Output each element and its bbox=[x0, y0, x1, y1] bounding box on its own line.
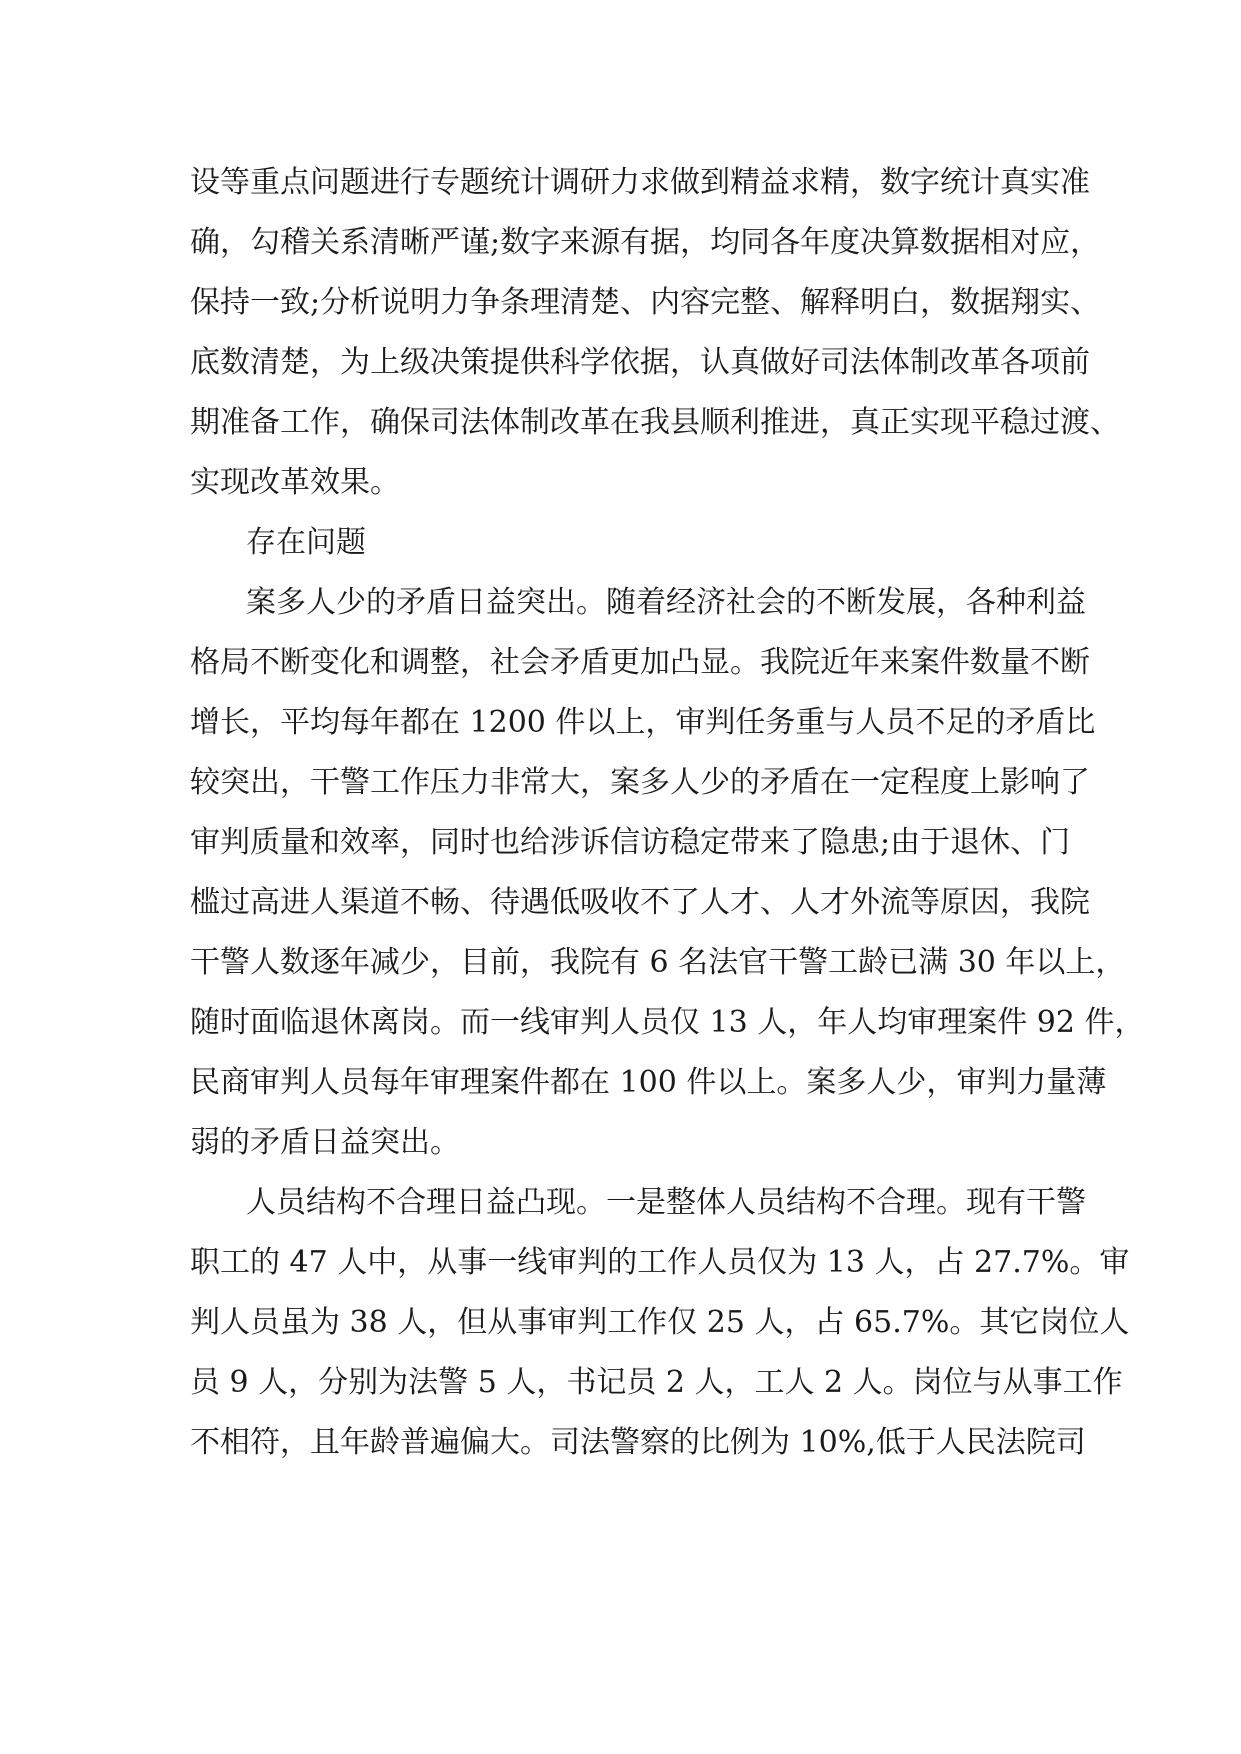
text-line: 员 9 人，分别为法警 5 人，书记员 2 人，工人 2 人。岗位与从事工作 bbox=[190, 1365, 1123, 1400]
text-line: 确，勾稽关系清晰严谨;数字来源有据，均同各年度决算数据相对应， bbox=[190, 225, 1101, 260]
text-line: 人员结构不合理日益凸现。一是整体人员结构不合理。现有干警 bbox=[246, 1185, 1086, 1220]
text-line: 民商审判人员每年审理案件都在 100 件以上。案多人少，审判力量薄 bbox=[190, 1065, 1107, 1100]
text-line: 随时面临退休离岗。而一线审判人员仅 13 人，年人均审理案件 92 件， bbox=[190, 1005, 1145, 1040]
text-line: 设等重点问题进行专题统计调研力求做到精益求精，数字统计真实准 bbox=[190, 165, 1090, 200]
text-line: 槛过高进人渠道不畅、待遇低吸收不了人才、人才外流等原因，我院 bbox=[190, 885, 1090, 920]
text-line: 案多人少的矛盾日益突出。随着经济社会的不断发展，各种利益 bbox=[246, 585, 1086, 620]
text-line: 弱的矛盾日益突出。 bbox=[190, 1125, 460, 1160]
text-line: 不相符，且年龄普遍偏大。司法警察的比例为 10%,低于人民法院司 bbox=[190, 1425, 1086, 1460]
text-line: 底数清楚，为上级决策提供科学依据，认真做好司法体制改革各项前 bbox=[190, 345, 1090, 380]
text-line: 判人员虽为 38 人，但从事审判工作仅 25 人，占 65.7%。其它岗位人 bbox=[190, 1305, 1130, 1340]
text-line: 增长，平均每年都在 1200 件以上，审判任务重与人员不足的矛盾比 bbox=[190, 705, 1096, 740]
section-heading: 存在问题 bbox=[246, 525, 366, 560]
text-line: 干警人数逐年减少，目前，我院有 6 名法官干警工龄已满 30 年以上， bbox=[190, 945, 1126, 980]
text-line: 格局不断变化和调整，社会矛盾更加凸显。我院近年来案件数量不断 bbox=[190, 645, 1090, 680]
text-line: 实现改革效果。 bbox=[190, 465, 400, 500]
text-line: 审判质量和效率，同时也给涉诉信访稳定带来了隐患;由于退休、门 bbox=[190, 825, 1071, 860]
text-line: 职工的 47 人中，从事一线审判的工作人员仅为 13 人，占 27.7%。审 bbox=[190, 1245, 1130, 1280]
text-line: 保持一致;分析说明力争条理清楚、内容完整、解释明白，数据翔实、 bbox=[190, 285, 1101, 320]
text-line: 较突出，干警工作压力非常大，案多人少的矛盾在一定程度上影响了 bbox=[190, 765, 1090, 800]
document-body bbox=[190, 153, 1145, 1473]
text-line: 期准备工作，确保司法体制改革在我县顺利推进，真正实现平稳过渡、 bbox=[190, 405, 1120, 440]
